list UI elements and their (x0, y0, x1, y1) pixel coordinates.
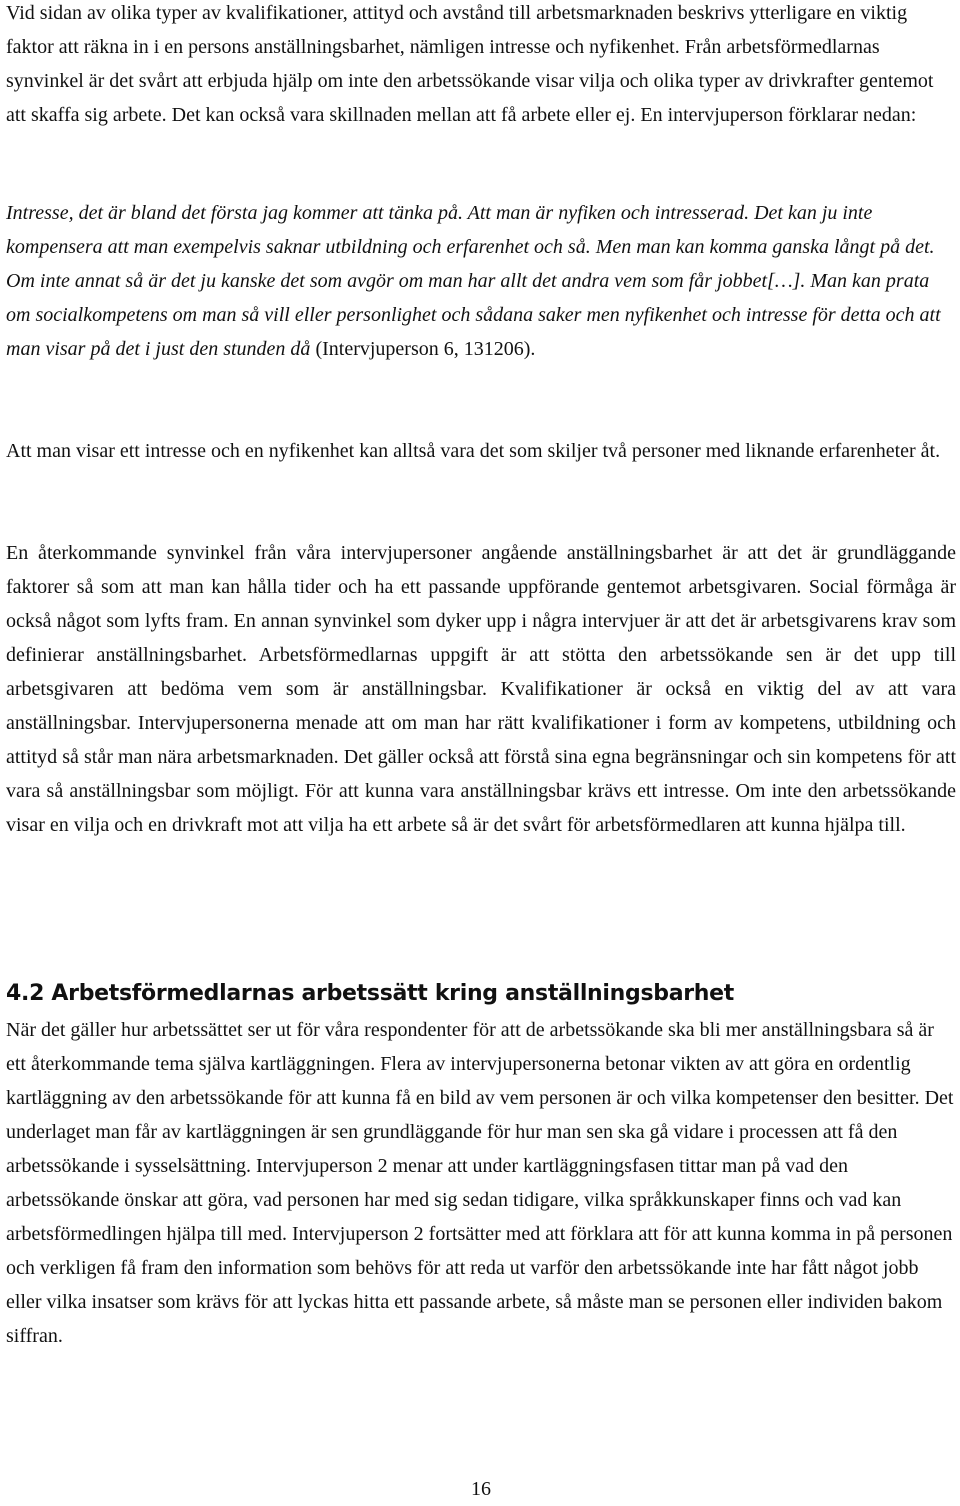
body-paragraph: När det gäller hur arbetssättet ser ut för våra respondenter för att de arbetssökande ska bli mer anställningsbara så är ett återkommande tema själva kartläggningen. Flera av intervjupersonerna betonar vikten av att göra en ordentlig kartläggning av den arbetssökande för att kunna få en bild av vem personen är och vilka kompetenser den besitter. Det underlaget man får av kartläggningen är sen grundläggande för hur man sen ska gå vidare i processen att få den arbetssökande i sysselsättning. Intervjuperson 2 menar att under kartläggningsfasen tittar man på vad den arbetssökande önskar att göra, vad personen har med sig sedan tidigare, vilka språkkunskaper finns och vad kan arbetsförmedlingen hjälpa till med. Intervjuperson 2 fortsätter med att förklara att för att kunna komma in på personen och verkligen få fram den information som behövs för att reda ut varför den arbetssökande inte har fått något jobb eller vilka insatser som krävs för att lyckas hitta ett passande arbete, så måste man se personen eller individen bakom siffran. (6, 1019, 954, 1347)
interview-quote (6, 196, 956, 366)
body-paragraph: Att man visar ett intresse och en nyfikenhet kan alltså vara det som skiljer två personer med liknande erfarenheter åt. (6, 440, 941, 462)
body-paragraph: Vid sidan av olika typer av kvalifikationer, attityd och avstånd till arbetsmarknaden beskrivs ytterligare en viktig faktor att räkna in i en persons anställningsbarhet, nämligen intresse och nyfikenhet. Från arbetsförmedlarnas synvinkel är det svårt att erbjuda hjälp om inte den arbetssökande visar vilja och olika typer av drivkrafter gentemot att skaffa sig arbete. Det kan också vara skillnaden mellan att få arbete eller ej. En intervjuperson förklarar nedan: (6, 2, 934, 126)
section-heading: 4.2 Arbetsförmedlarnas arbetssätt kring anställningsbarhet (6, 981, 735, 1006)
quote-text: Intresse, det är bland det första jag kommer att tänka på. Att man är nyfiken och intresserad. Det kan ju inte kompensera att man exempelvis saknar utbildning och erfarenhet och så. Men man kan komma ganska långt på det. Om inte annat så är det ju kanske det som avgör om man har allt det andra vem som får jobbet[…]. Man kan prata om socialkompetens om man så vill eller personlighet och sådana saker men nyfikenhet och intresse för detta och att man visar på det i just den stunden då (6, 202, 941, 360)
body-paragraph: En återkommande synvinkel från våra intervjupersoner angående anställningsbarhet är att det är grundläggande faktorer så som att man kan hålla tider och ha ett passande uppförande gentemot arbetsgivaren. Social förmåga är också något som lyfts fram. En annan synvinkel som dyker upp i några intervjuer är att det är arbetsgivarens krav som definierar anställningsbarhet. Arbetsförmedlarnas uppgift är att stötta den arbetssökande sen är det upp till arbetsgivaren att bedöma vem som är anställningsbar. Kvalifikationer är också en viktig del av att vara anställningsbar. Intervjupersonerna menade att om man har rätt kvalifikationer i form av kompetens, utbildning och attityd så står man nära arbetsmarknaden. Det gäller också att förstå sina egna begränsningar och sin kompetens för att vara så anställningsbar som möjligt. För att kunna vara anställningsbar krävs ett intresse. Om inte den arbetssökande visar en vilja och en drivkraft mot att vilja ha ett arbete så är det svårt för arbetsförmedlaren att kunna hjälpa till. (6, 542, 956, 836)
page-number: 16 (471, 1478, 491, 1500)
quote-citation: (Intervjuperson 6, 131206). (310, 338, 536, 360)
